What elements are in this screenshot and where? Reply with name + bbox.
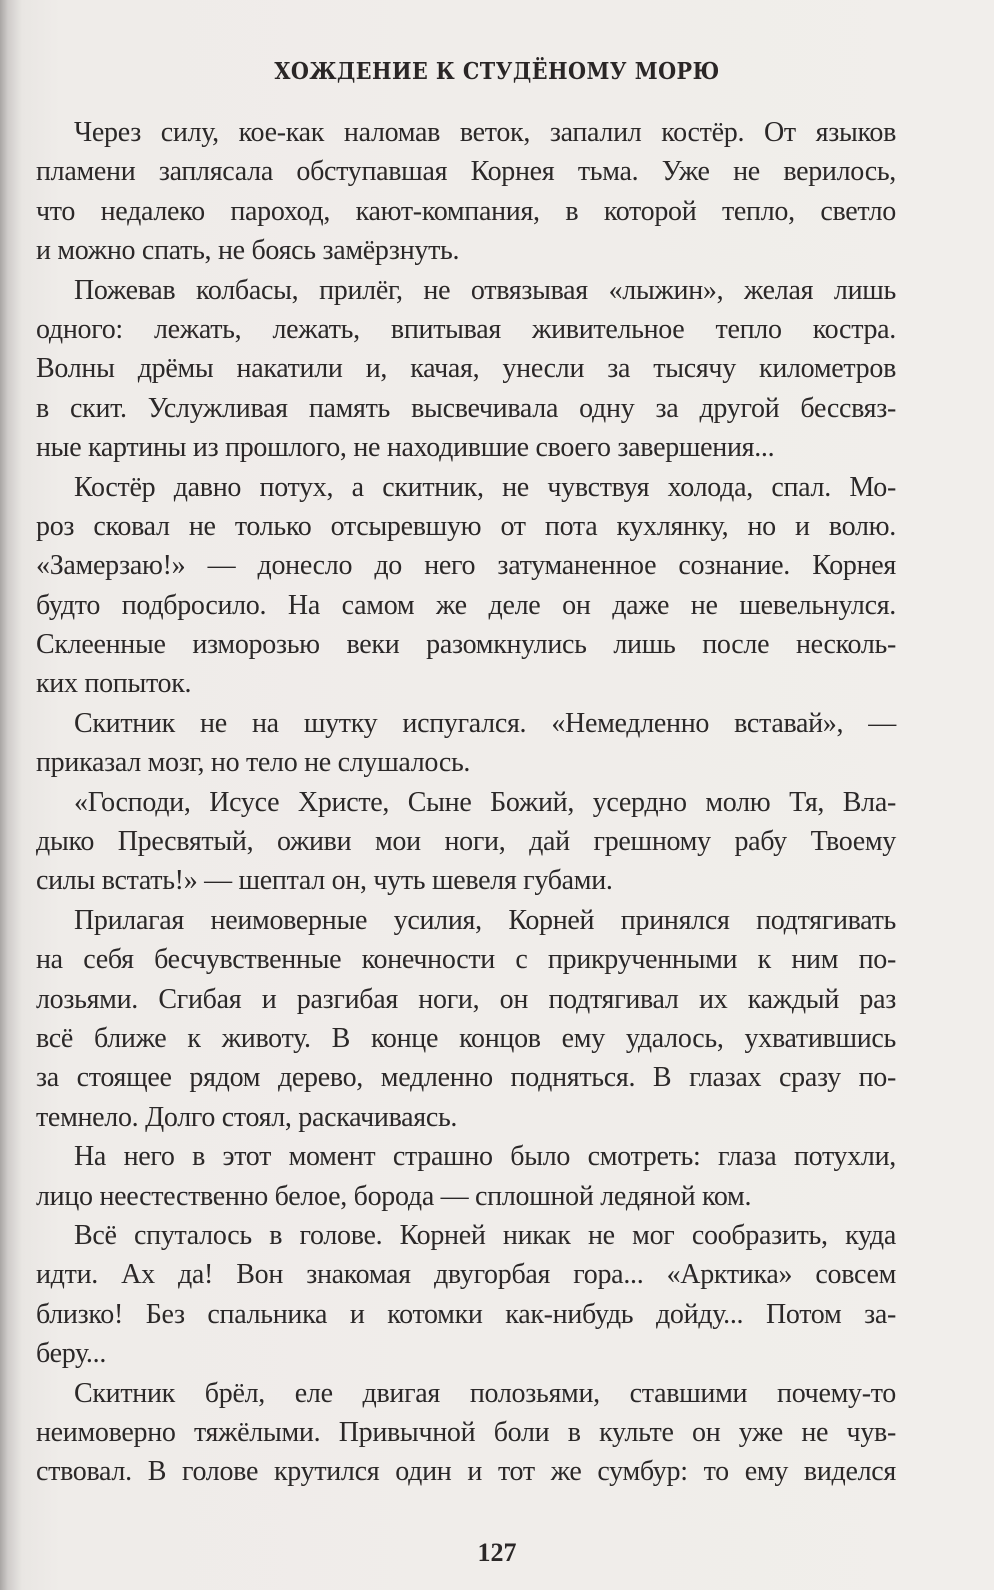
running-header: ХОЖДЕНИЕ К СТУДЁНОМУ МОРЮ: [274, 58, 720, 85]
text-line: в скит. Услужливая память высвечивала одну за другой бессвяз-: [36, 392, 896, 424]
text-line: всё ближе к животу. В конце концов ему удалось, ухватившись: [36, 1022, 896, 1054]
text-line: силы встать!» — шептал он, чуть шевеля губами.: [36, 865, 613, 897]
text-line: пламени заплясала обступавшая Корнея тьма. Уже не верилось,: [36, 156, 896, 188]
text-line: дыко Пресвятый, оживи мои ноги, дай грешному рабу Твоему: [36, 826, 896, 858]
text-line: Волны дрёмы накатили и, качая, унесли за тысячу километров: [36, 353, 896, 385]
text-line: Через силу, кое-как наломав веток, запалил костёр. От языков: [74, 117, 896, 148]
paragraph: [36, 271, 896, 468]
paragraph: [36, 704, 896, 783]
text-line: «Господи, Исусе Христе, Сыне Божий, усердно молю Тя, Вла-: [74, 786, 896, 818]
text-line: Прилагая неимоверные усилия, Корней принялся подтягивать: [74, 904, 896, 936]
paragraph: [36, 113, 896, 271]
text-line: ные картины из прошлого, не находившие своего завершения...: [36, 432, 775, 464]
text-line: лозьями. Сгибая и разгибая ноги, он подтягивал их каждый раз: [36, 983, 896, 1015]
paragraph: [36, 783, 896, 901]
text-line: На него в этот момент страшно было смотреть: глаза потухли,: [74, 1141, 896, 1173]
paragraph: [36, 1216, 896, 1374]
text-line: будто подбросило. На самом же деле он даже не шевельнулся.: [36, 589, 896, 621]
text-line: идти. Ах да! Вон знакомая двугорбая гора... «Арктика» совсем: [36, 1259, 896, 1291]
page-number: 127: [477, 1538, 517, 1567]
text-line: и можно спать, не боясь замёрзнуть.: [36, 235, 460, 267]
text-line: Пожевав колбасы, прилёг, не отвязывая «лыжин», желая лишь: [74, 274, 896, 306]
text-line: «Замерзаю!» — донесло до него затуманенное сознание. Корнея: [36, 550, 896, 582]
text-line: близко! Без спальника и котомки как-нибудь дойду... Потом за-: [36, 1298, 896, 1330]
text-line: одного: лежать, лежать, впитывая живительное тепло костра.: [36, 313, 896, 345]
text-line: темнело. Долго стоял, раскачиваясь.: [36, 1101, 458, 1133]
text-line: за стоящее рядом дерево, медленно подняться. В глазах сразу по-: [36, 1062, 896, 1094]
text-line: лицо неестественно белое, борода — сплошной ледяной ком.: [36, 1180, 752, 1212]
text-line: приказал мозг, но тело не слушалось.: [36, 747, 471, 779]
page-body: [36, 113, 896, 1492]
text-line: что недалеко пароход, кают-компания, в которой тепло, светло: [36, 195, 896, 227]
text-line: Скитник не на шутку испугался. «Немедленно вставай», —: [74, 707, 896, 739]
text-line: Склеенные изморозью веки разомкнулись лишь после несколь-: [36, 629, 896, 661]
paragraph: [36, 1374, 896, 1492]
text-line: Всё спуталось в голове. Корней никак не мог сообразить, куда: [74, 1219, 896, 1251]
text-line: ствовал. В голове крутился один и тот же сумбур: то ему виделся: [36, 1456, 896, 1488]
paragraph: [36, 901, 896, 1137]
text-line: ких попыток.: [36, 668, 192, 700]
paragraph: [36, 1137, 896, 1216]
text-line: на себя бесчувственные конечности с прикрученными к ним по-: [36, 944, 896, 976]
text-line: Костёр давно потух, а скитник, не чувствуя холода, спал. Мо-: [74, 471, 896, 503]
text-line: неимоверно тяжёлыми. Привычной боли в культе он уже не чув-: [36, 1416, 896, 1448]
paragraph: [36, 468, 896, 704]
text-line: беру...: [36, 1338, 107, 1370]
text-line: Скитник брёл, еле двигая полозьями, ставшими почему-то: [74, 1377, 896, 1409]
text-line: роз сковал не только отсыревшую от пота кухлянку, но и волю.: [36, 510, 896, 542]
